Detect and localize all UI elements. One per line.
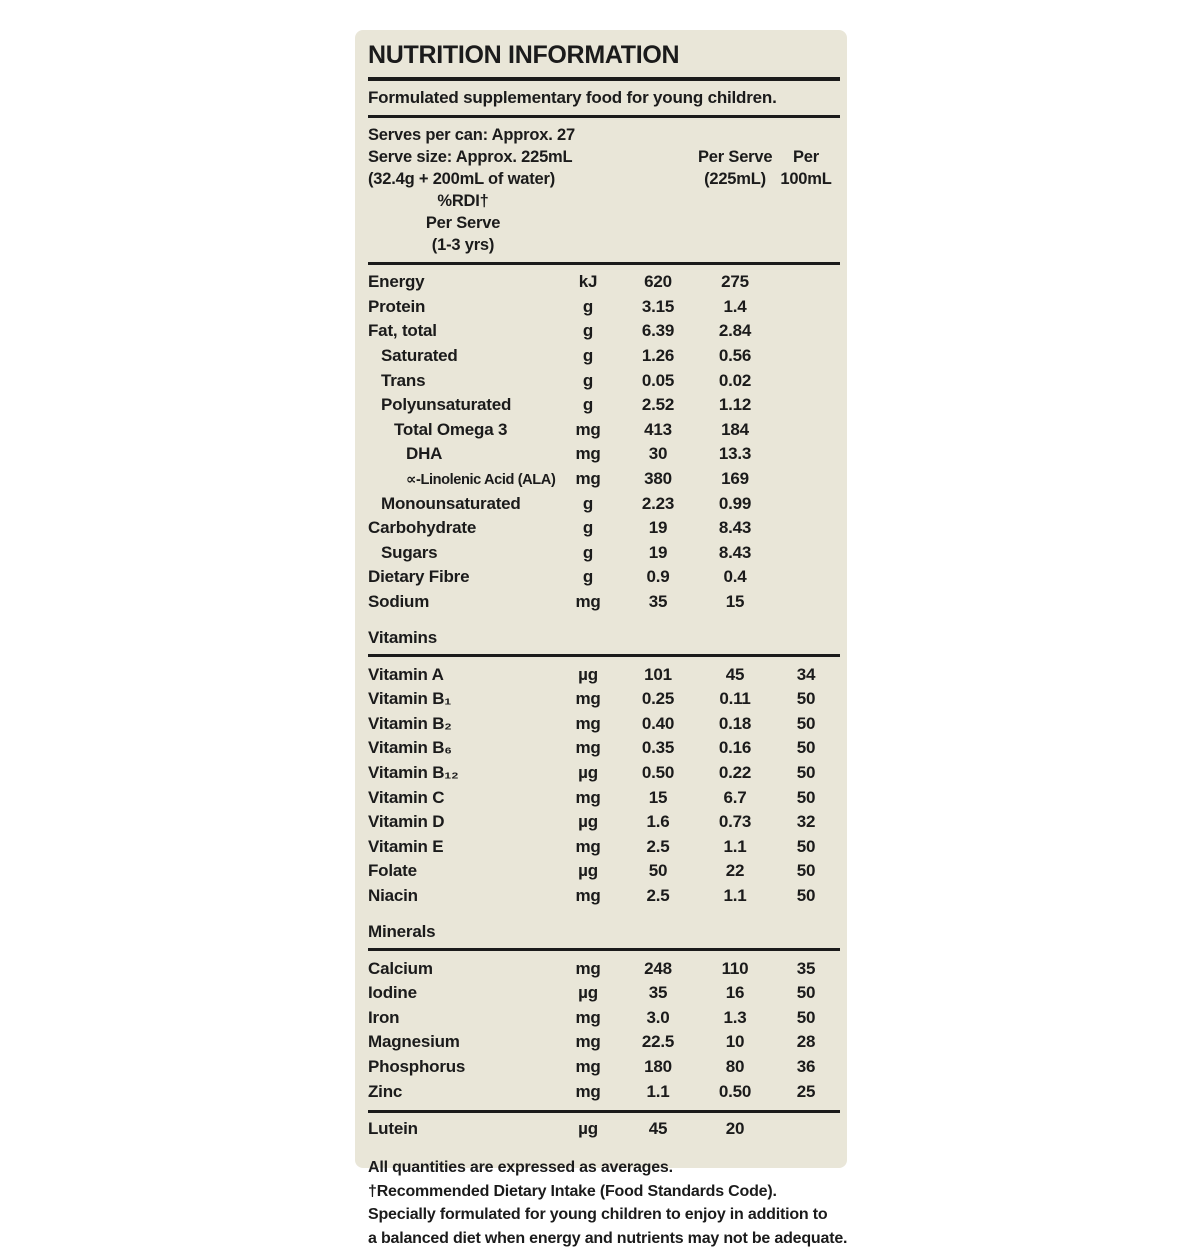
- nutrient-label: Trans: [381, 370, 426, 390]
- table-row: [368, 295, 840, 320]
- footnote-averages: All quantities are expressed as averages.: [368, 1159, 673, 1177]
- unit-column-header: [618, 124, 698, 190]
- table-row: [368, 1055, 840, 1080]
- table-row: [368, 393, 840, 418]
- per-serve-value: 1.6: [646, 812, 670, 832]
- nutrient-label: Vitamin D: [368, 812, 445, 832]
- rdi-value: 50: [796, 762, 816, 782]
- per-100ml-value: 6.7: [723, 787, 747, 807]
- macronutrients-table: [368, 265, 840, 614]
- nutrient-label: Sugars: [381, 542, 438, 562]
- per-100ml-value: 169: [721, 469, 749, 489]
- table-row: [368, 565, 840, 590]
- table-row: [368, 344, 840, 369]
- unit-value: µg: [578, 762, 598, 782]
- table-row: [368, 662, 840, 687]
- nutrient-label: Fat, total: [368, 321, 437, 341]
- unit-value: mg: [575, 1032, 601, 1052]
- per-100ml-value: 80: [725, 1056, 745, 1076]
- per-serve-value: 19: [648, 518, 668, 538]
- unit-value: g: [582, 395, 594, 415]
- divider: [368, 77, 840, 81]
- per-serve-value: 0.05: [641, 370, 675, 390]
- table-row: [368, 319, 840, 344]
- per-serve-value: 0.35: [641, 738, 675, 758]
- table-row: [368, 761, 840, 786]
- table-row: [368, 810, 840, 835]
- per-100ml-value: 0.22: [718, 762, 752, 782]
- per-serve-value: 3.0: [646, 1007, 670, 1027]
- nutrient-label: Saturated: [381, 346, 458, 366]
- per-100ml-value: 0.18: [718, 713, 752, 733]
- divider: [368, 115, 840, 118]
- rdi-value: 50: [796, 983, 816, 1003]
- footnote-formulated-line1: Specially formulated for young children to enjoy in addition to: [368, 1206, 828, 1224]
- vitamins-section-header: Vitamins: [368, 628, 437, 648]
- panel-subtitle: Formulated supplementary food for young children.: [368, 88, 777, 107]
- nutrient-label: Vitamin E: [368, 836, 444, 856]
- table-row: [368, 442, 840, 467]
- rdi-value: 32: [796, 812, 816, 832]
- unit-value: g: [582, 346, 594, 366]
- unit-value: mg: [575, 444, 601, 464]
- per-serve-value: 45: [648, 1119, 668, 1139]
- nutrient-label: Polyunsaturated: [381, 395, 512, 415]
- unit-value: µg: [578, 1119, 598, 1139]
- table-row: [368, 467, 840, 492]
- minerals-table: [368, 951, 840, 1104]
- per-100ml-value: 0.11: [719, 689, 751, 709]
- per-100ml-column-header: Per 100mL: [780, 148, 832, 188]
- per-serve-value: 15: [648, 787, 668, 807]
- nutrient-label: Sodium: [368, 592, 430, 612]
- rdi-value: 50: [796, 713, 816, 733]
- table-header: [368, 124, 840, 256]
- unit-value: mg: [575, 958, 601, 978]
- nutrient-label: Energy: [368, 272, 425, 292]
- nutrient-label: Iodine: [368, 983, 417, 1003]
- table-row: [368, 590, 840, 615]
- unit-value: kJ: [578, 272, 598, 292]
- per-100ml-value: 2.84: [718, 321, 752, 341]
- per-100ml-value: 22: [725, 861, 745, 881]
- unit-value: mg: [575, 885, 601, 905]
- serving-info: [368, 124, 618, 190]
- per-serve-value: 2.52: [641, 395, 675, 415]
- nutrient-label: Iron: [368, 1007, 400, 1027]
- nutrition-information-panel: [355, 30, 848, 1247]
- per-100ml-value: 8.43: [718, 518, 752, 538]
- table-row: [368, 491, 840, 516]
- per-100ml-value: 0.4: [723, 567, 747, 587]
- lutein-table: [368, 1113, 840, 1144]
- table-row: [368, 884, 840, 909]
- table-row: [368, 736, 840, 761]
- table-row: [368, 785, 840, 810]
- nutrient-label: Vitamin B₂: [368, 713, 452, 733]
- nutrient-label: Vitamin A: [368, 664, 444, 684]
- per-serve-value: 1.26: [641, 346, 675, 366]
- per-serve-value: 0.40: [641, 713, 675, 733]
- nutrient-label: Magnesium: [368, 1032, 460, 1052]
- unit-value: mg: [575, 592, 601, 612]
- rdi-column-header: %RDI† Per Serve (1-3 yrs): [425, 192, 501, 254]
- nutrient-label: Protein: [368, 296, 426, 316]
- unit-value: mg: [575, 1081, 601, 1101]
- per-serve-value: 19: [648, 542, 668, 562]
- rdi-value: 50: [796, 738, 816, 758]
- table-row: [368, 270, 840, 295]
- per-serve-value: 22.5: [641, 1032, 675, 1052]
- nutrient-label: Folate: [368, 861, 417, 881]
- per-100ml-value: 0.99: [718, 493, 752, 513]
- nutrient-label: Lutein: [368, 1119, 418, 1139]
- unit-value: g: [582, 296, 594, 316]
- per-serve-value: 380: [644, 469, 672, 489]
- unit-value: mg: [575, 1007, 601, 1027]
- nutrient-label: Total Omega 3: [394, 419, 508, 439]
- unit-value: µg: [578, 983, 598, 1003]
- nutrient-label: Carbohydrate: [368, 518, 477, 538]
- rdi-value: 25: [796, 1081, 816, 1101]
- serve-composition: (32.4g + 200mL of water): [368, 170, 556, 188]
- per-100ml-value: 20: [725, 1119, 745, 1139]
- per-serve-value: 0.25: [641, 689, 675, 709]
- unit-value: mg: [575, 738, 601, 758]
- per-100ml-value: 13.3: [718, 444, 752, 464]
- serves-per-can: Serves per can: Approx. 27: [368, 126, 575, 144]
- per-serve-value: 101: [644, 664, 672, 684]
- per-serve-value: 0.9: [646, 567, 670, 587]
- unit-value: mg: [575, 689, 601, 709]
- unit-value: g: [582, 493, 594, 513]
- rdi-value: 50: [796, 836, 816, 856]
- serve-size: Serve size: Approx. 225mL: [368, 148, 573, 166]
- per-100ml-value: 0.16: [718, 738, 752, 758]
- unit-value: mg: [575, 787, 601, 807]
- table-row: [368, 687, 840, 712]
- unit-value: g: [582, 518, 594, 538]
- rdi-value: 36: [796, 1056, 816, 1076]
- nutrient-label: DHA: [406, 444, 443, 464]
- per-serve-value: 35: [648, 983, 668, 1003]
- per-100ml-value: 1.1: [723, 885, 747, 905]
- unit-value: mg: [575, 469, 601, 489]
- table-row: [368, 1005, 840, 1030]
- table-row: [368, 859, 840, 884]
- per-100ml-value: 1.3: [723, 1007, 747, 1027]
- unit-value: g: [582, 567, 594, 587]
- table-row: [368, 1117, 840, 1142]
- per-100ml-value: 10: [725, 1032, 745, 1052]
- nutrient-label: Monounsaturated: [381, 493, 521, 513]
- per-serve-value: 2.5: [646, 885, 670, 905]
- per-100ml-value: 1.1: [723, 836, 747, 856]
- nutrient-label: ∝-Linolenic Acid (ALA): [406, 471, 556, 488]
- per-100ml-value: 1.12: [718, 395, 752, 415]
- minerals-section-header: Minerals: [368, 922, 436, 942]
- page-title: NUTRITION INFORMATION: [368, 41, 680, 69]
- nutrient-label: Vitamin B₆: [368, 738, 452, 758]
- rdi-value: 50: [796, 861, 816, 881]
- footnote-rdi: †Recommended Dietary Intake (Food Standards Code).: [368, 1182, 777, 1200]
- per-100ml-value: 16: [725, 983, 745, 1003]
- table-row: [368, 1030, 840, 1055]
- per-100ml-value: 0.73: [718, 812, 752, 832]
- rdi-value: 50: [796, 885, 816, 905]
- nutrient-label: Zinc: [368, 1081, 403, 1101]
- rdi-value: 50: [796, 1007, 816, 1027]
- per-100ml-value: 0.56: [718, 346, 752, 366]
- unit-value: g: [582, 321, 594, 341]
- nutrient-label: Vitamin C: [368, 787, 445, 807]
- table-row: [368, 834, 840, 859]
- per-serve-value: 0.50: [641, 762, 675, 782]
- per-serve-value: 6.39: [641, 321, 675, 341]
- per-100ml-value: 8.43: [718, 542, 752, 562]
- nutrient-label: Niacin: [368, 885, 418, 905]
- per-serve-value: 413: [644, 419, 672, 439]
- per-100ml-value: 1.4: [723, 296, 747, 316]
- table-row: [368, 981, 840, 1006]
- per-serve-value: 1.1: [646, 1081, 670, 1101]
- per-100ml-value: 110: [721, 958, 749, 978]
- footnotes: [368, 1156, 848, 1250]
- nutrient-label: Dietary Fibre: [368, 567, 470, 587]
- table-row: [368, 712, 840, 737]
- table-row: [368, 1079, 840, 1104]
- unit-value: mg: [575, 1056, 601, 1076]
- nutrient-label: Vitamin B₁: [368, 689, 452, 709]
- table-row: [368, 516, 840, 541]
- per-serve-column-header: Per Serve (225mL): [698, 148, 773, 188]
- rdi-value: 34: [796, 664, 816, 684]
- table-row: [368, 541, 840, 566]
- unit-value: µg: [578, 812, 598, 832]
- unit-value: mg: [575, 836, 601, 856]
- unit-value: mg: [575, 419, 601, 439]
- per-serve-value: 35: [648, 592, 668, 612]
- unit-value: µg: [578, 861, 598, 881]
- table-row: [368, 956, 840, 981]
- rdi-value: 50: [796, 787, 816, 807]
- per-serve-value: 3.15: [641, 296, 675, 316]
- rdi-value: 35: [796, 958, 816, 978]
- per-serve-value: 620: [644, 272, 672, 292]
- per-serve-value: 248: [644, 958, 672, 978]
- per-100ml-value: 45: [725, 664, 745, 684]
- per-100ml-value: 0.50: [718, 1081, 752, 1101]
- rdi-value: 28: [796, 1032, 816, 1052]
- nutrient-label: Vitamin B₁₂: [368, 762, 459, 782]
- unit-value: g: [582, 542, 594, 562]
- table-row: [368, 368, 840, 393]
- unit-value: g: [582, 370, 594, 390]
- per-100ml-value: 184: [721, 419, 749, 439]
- per-100ml-value: 275: [721, 272, 749, 292]
- rdi-value: 50: [796, 689, 816, 709]
- footnote-formulated-line2: a balanced diet when energy and nutrients may not be adequate.: [368, 1229, 848, 1247]
- unit-value: µg: [578, 664, 598, 684]
- vitamins-table: [368, 657, 840, 908]
- nutrient-label: Calcium: [368, 958, 433, 978]
- per-100ml-value: 0.02: [718, 370, 752, 390]
- unit-value: mg: [575, 713, 601, 733]
- per-serve-value: 180: [644, 1056, 672, 1076]
- per-100ml-value: 15: [725, 592, 745, 612]
- per-serve-value: 2.5: [646, 836, 670, 856]
- per-serve-value: 50: [648, 861, 668, 881]
- table-row: [368, 418, 840, 443]
- per-serve-value: 30: [648, 444, 668, 464]
- per-serve-value: 2.23: [641, 493, 675, 513]
- nutrient-label: Phosphorus: [368, 1056, 466, 1076]
